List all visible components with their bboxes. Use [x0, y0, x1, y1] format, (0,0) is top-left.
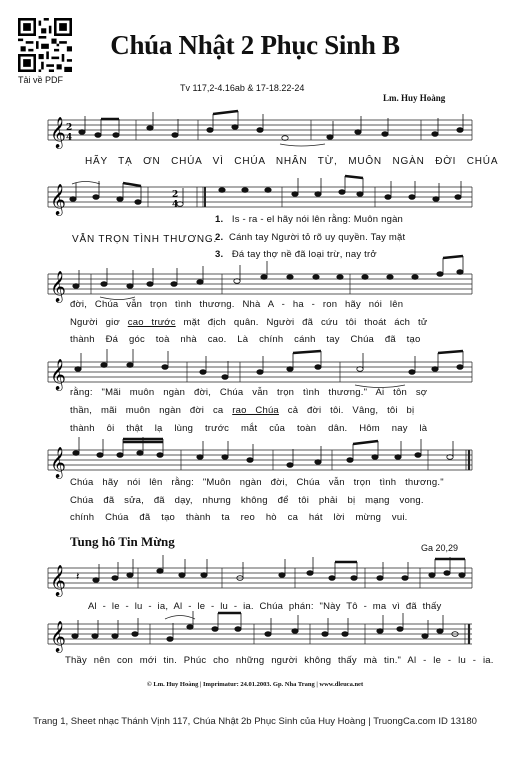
svg-text:4: 4: [172, 200, 179, 210]
treble-clef-icon: 𝄞: [50, 184, 66, 215]
music-staff-4: [0, 352, 510, 392]
gospel-reference: Ga 20,29: [421, 543, 459, 553]
verse-1-row-3: đời, Chúa vẫn trọn tình thương. Nhà A - ha - ron hãy nói lên: [70, 299, 404, 310]
refrain-lyric-line-2: VẪN TRỌN TÌNH THƯƠNG.: [72, 234, 218, 245]
refrain-lyric-line-1: HÃY TẠ ƠN CHÚA VÌ CHÚA NHÂN TỪ, MUÔN NGÀN ĐỜI CHÚA: [85, 156, 499, 167]
psalm-reference: Tv 117,2-4.16ab & 17-18.22-24: [180, 83, 305, 93]
verse-3-row-3: thành Đá góc toà nhà cao. Là chính cánh tay Chúa đã tạo: [70, 334, 421, 345]
svg-text:4: 4: [66, 133, 73, 143]
verse-2-row-5: Chúa đã sửa, đã dạy, nhưng không để tôi phải bị mạng vong.: [70, 495, 424, 506]
copyright-notice: © Lm. Huy Hoàng | Imprimatur: 24.01.2003. Gp. Nha Trang | www.dleuca.net: [146, 681, 364, 688]
acclamation-lyric-line-2: Thầy nên con mới tin. Phúc cho những người không thấy mà tin." Al - le - lu - ia.: [65, 655, 494, 666]
svg-text:2: 2: [172, 190, 179, 200]
treble-clef-icon: 𝄞: [50, 447, 66, 478]
verse-1-row-2: 1. Is - ra - el hãy nói lên rằng: Muôn ngàn: [215, 214, 404, 225]
page-footer: Trang 1, Sheet nhạc Thánh Vịnh 117, Chúa Nhật 2b Phục Sinh của Huy Hoàng | TruongCa.com ID 13180: [33, 716, 477, 727]
music-staff-3: [0, 264, 510, 304]
verse-2-row-2: 2. Cánh tay Người tỏ rõ uy quyền. Tay mặt: [215, 232, 406, 243]
verse-3-row-4: thành ôi thật lạ lùng trước mắt của toàn dân. Hôm nay là: [70, 423, 428, 434]
acclamation-lyric-line-1: Al - le - lu - ia, Al - le - lu - ia. Chúa phán: "Này Tô - ma vì đã thấy: [88, 601, 442, 612]
svg-text:2: 2: [66, 123, 73, 133]
verse-3-row-2: 3. Đá tay thợ nề đã loại trừ, nay trở: [215, 249, 377, 260]
treble-clef-icon: 𝄞: [50, 117, 66, 148]
treble-clef-icon: 𝄞: [50, 359, 66, 390]
verse-1-row-4: rằng: "Mãi muôn ngàn đời, Chúa vẫn trọn tình thương." Ai tôn sợ: [70, 387, 428, 398]
verse-3-row-5: chính Chúa đã tạo thành ta reo hò ca hát lời mừng vui.: [70, 512, 408, 523]
composer-name: Lm. Huy Hoàng: [383, 93, 446, 103]
treble-clef-icon: 𝄞: [50, 621, 66, 652]
treble-clef-icon: 𝄞: [50, 565, 66, 596]
verse-2-row-3: Người giơ cao trước mặt địch quân. Người đã cứu tôi thoát ách tử: [70, 317, 428, 328]
music-staff-6: [0, 558, 510, 598]
download-pdf-link[interactable]: Tải về PDF: [18, 75, 64, 85]
svg-text:𝄽: 𝄽: [76, 570, 80, 583]
page-title: Chúa Nhật 2 Phục Sinh B: [110, 30, 400, 60]
verse-2-row-4: thần, mãi muôn ngàn đời ca rao Chúa cả đời tôi. Vâng, tôi bị: [70, 405, 415, 416]
treble-clef-icon: 𝄞: [50, 271, 66, 302]
section-heading: Tung hô Tin Mừng: [70, 534, 175, 549]
music-staff-7: [0, 614, 510, 654]
verse-1-row-5: Chúa hãy nói lên rằng: "Muôn ngàn đời, Chúa vẫn trọn tình thương.": [70, 477, 444, 488]
music-staff-1: [0, 110, 510, 150]
music-staff-2: [0, 177, 510, 217]
music-staff-5: [0, 440, 510, 480]
